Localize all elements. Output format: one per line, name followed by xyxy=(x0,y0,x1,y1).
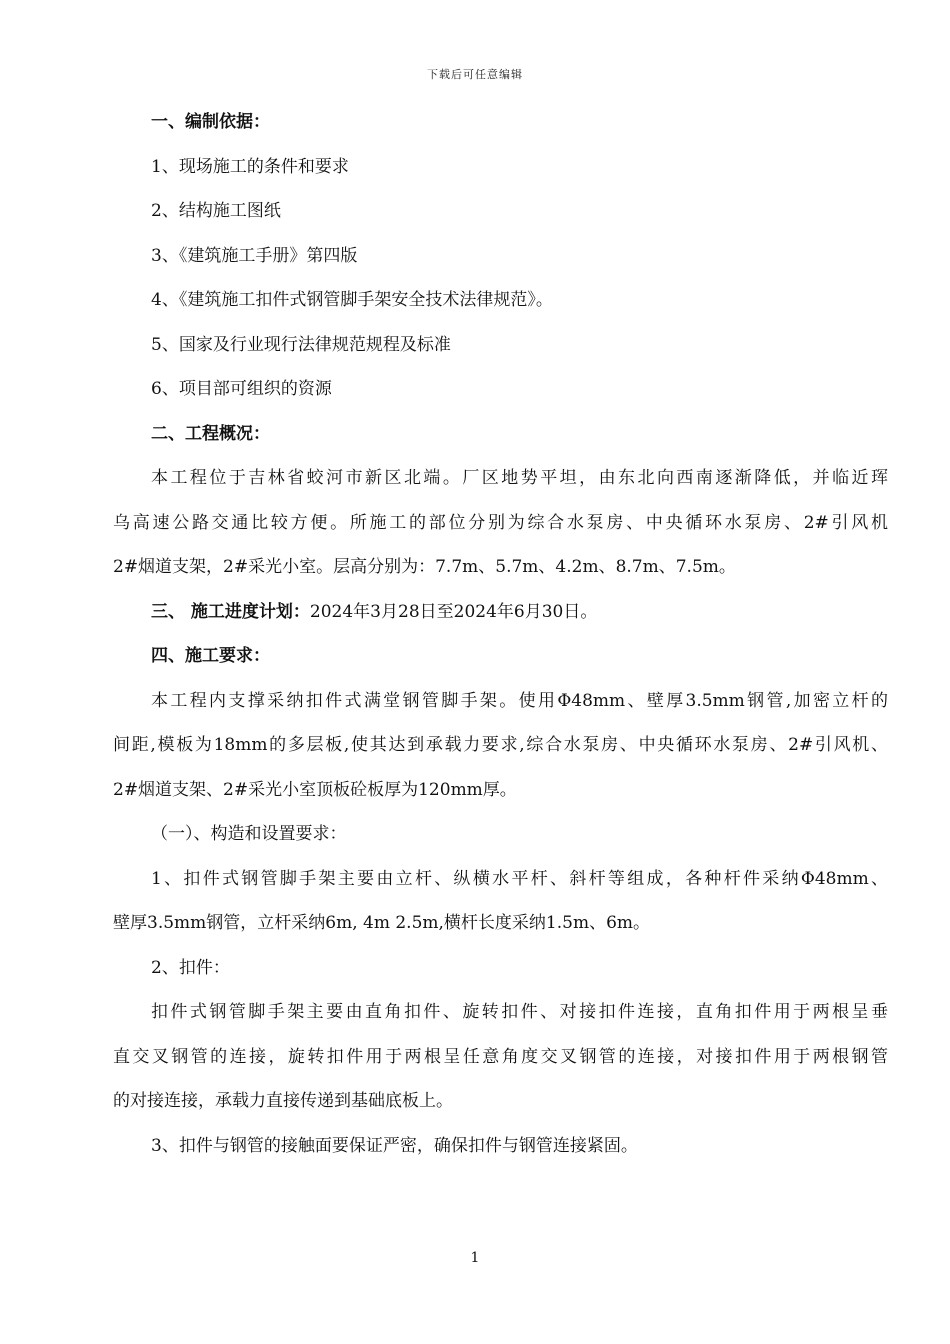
list-item: 4、《建筑施工扣件式钢管脚手架安全技术法律规范》。 xyxy=(151,290,553,310)
page-header: 下载后可任意编辑 xyxy=(427,68,523,81)
list-item: 2、结构施工图纸 xyxy=(151,201,281,221)
paragraph-line: 3、扣件与钢管的接触面要保证严密，确保扣件与钢管连接紧固。 xyxy=(151,1135,638,1156)
paragraph-line: 乌高速公路交通比较方便。所施工的部位分别为综合水泵房、中央循环水泵房、2#引风机 xyxy=(113,512,888,533)
paragraph-line: 的对接连接，承载力直接传递到基础底板上。 xyxy=(113,1091,453,1111)
section-heading-overview: 二、工程概况： xyxy=(151,423,270,444)
subsection-heading: （一）、构造和设置要求： xyxy=(151,824,347,844)
section-heading-schedule: 三、 施工进度计划： xyxy=(151,601,310,622)
paragraph-line: 2#烟道支架，2#采光小室。层高分别为：7.7m、5.7m、4.2m、8.7m、7.5m。 xyxy=(113,557,736,577)
subsection-heading: 2、扣件： xyxy=(151,957,230,978)
paragraph-line: 2#烟道支架、2#采光小室顶板砼板厚为120mm厚。 xyxy=(113,779,517,800)
paragraph-line: 本工程位于吉林省蛟河市新区北端。厂区地势平坦，由东北向西南逐渐降低，并临近珲 xyxy=(151,468,888,488)
document-body xyxy=(113,100,888,1168)
page-number: 1 xyxy=(470,1250,480,1266)
schedule-line xyxy=(113,590,888,635)
list-item: 3、《建筑施工手册》第四版 xyxy=(151,245,358,266)
paragraph-line: 本工程内支撑采纳扣件式满堂钢管脚手架。使用Φ48mm、壁厚3.5mm钢管,加密立杆的 xyxy=(151,690,888,711)
paragraph-line: 扣件式钢管脚手架主要由直角扣件、旋转扣件、对接扣件连接，直角扣件用于两根呈垂 xyxy=(151,1002,888,1022)
schedule-dates: 2024年3月28日至2024年6月30日。 xyxy=(309,601,598,622)
section-heading-basis: 一、编制依据： xyxy=(151,112,270,132)
list-item: 1、现场施工的条件和要求 xyxy=(151,156,349,177)
paragraph-line: 壁厚3.5mm钢管，立杆采纳6m, 4m 2.5m,横杆长度采纳1.5m、6m。 xyxy=(113,913,651,933)
list-item: 5、国家及行业现行法律规范规程及标准 xyxy=(151,334,451,355)
paragraph-line: 直交叉钢管的连接，旋转扣件用于两根呈任意角度交叉钢管的连接，对接扣件用于两根钢管 xyxy=(113,1046,888,1067)
paragraph-line: 1、扣件式钢管脚手架主要由立杆、纵横水平杆、斜杆等组成，各种杆件采纳Φ48mm、 xyxy=(151,868,888,889)
list-item: 6、项目部可组织的资源 xyxy=(151,379,332,399)
section-heading-requirements: 四、施工要求： xyxy=(151,646,270,666)
paragraph-line: 间距,模板为18mm的多层板,使其达到承载力要求,综合水泵房、中央循环水泵房、2#引风机、 xyxy=(113,735,888,755)
